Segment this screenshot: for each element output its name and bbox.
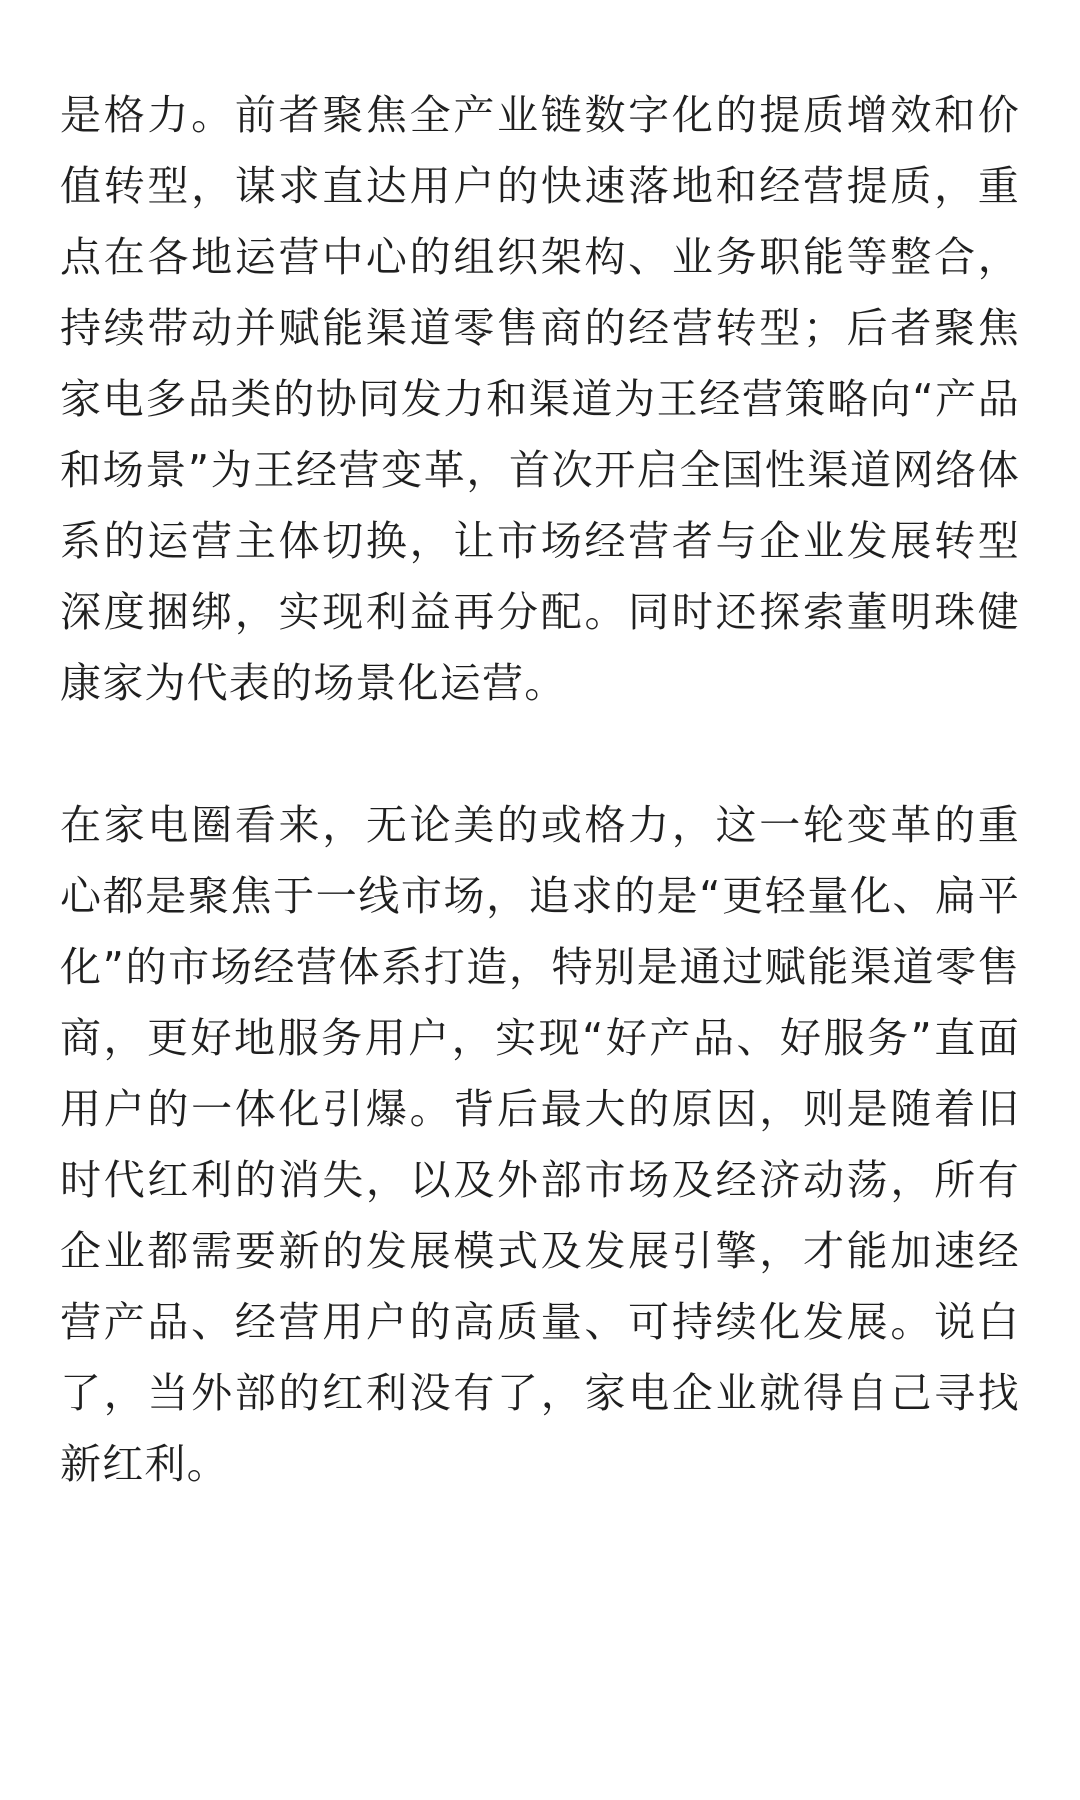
article-paragraph-2: 在家电圈看来，无论美的或格力，这一轮变革的重心都是聚焦于一线市场，追求的是“更轻量化、扁平化”的市场经营体系打造，特别是通过赋能渠道零售商，更好地服务用户，实现“好产品、好服务”直面用户的一体化引爆。背后最大的原因，则是随着旧时代红利的消失，以及外部市场及经济动荡，所有企业都需要新的发展模式及发展引擎，才能加速经营产品、经营用户的高质量、可持续化发展。说白了，当外部的红利没有了，家电企业就得自己寻找新红利。 bbox=[60, 801, 1020, 1488]
article-body bbox=[60, 80, 1020, 1500]
article-paragraph-1: 是格力。前者聚焦全产业链数字化的提质增效和价值转型，谋求直达用户的快速落地和经营提质，重点在各地运营中心的组织架构、业务职能等整合，持续带动并赋能渠道零售商的经营转型；后者聚焦家电多品类的协同发力和渠道为王经营策略向“产品和场景”为王经营变革，首次开启全国性渠道网络体系的运营主体切换，让市场经营者与企业发展转型深度捆绑，实现利益再分配。同时还探索董明珠健康家为代表的场景化运营。 bbox=[60, 91, 1020, 707]
